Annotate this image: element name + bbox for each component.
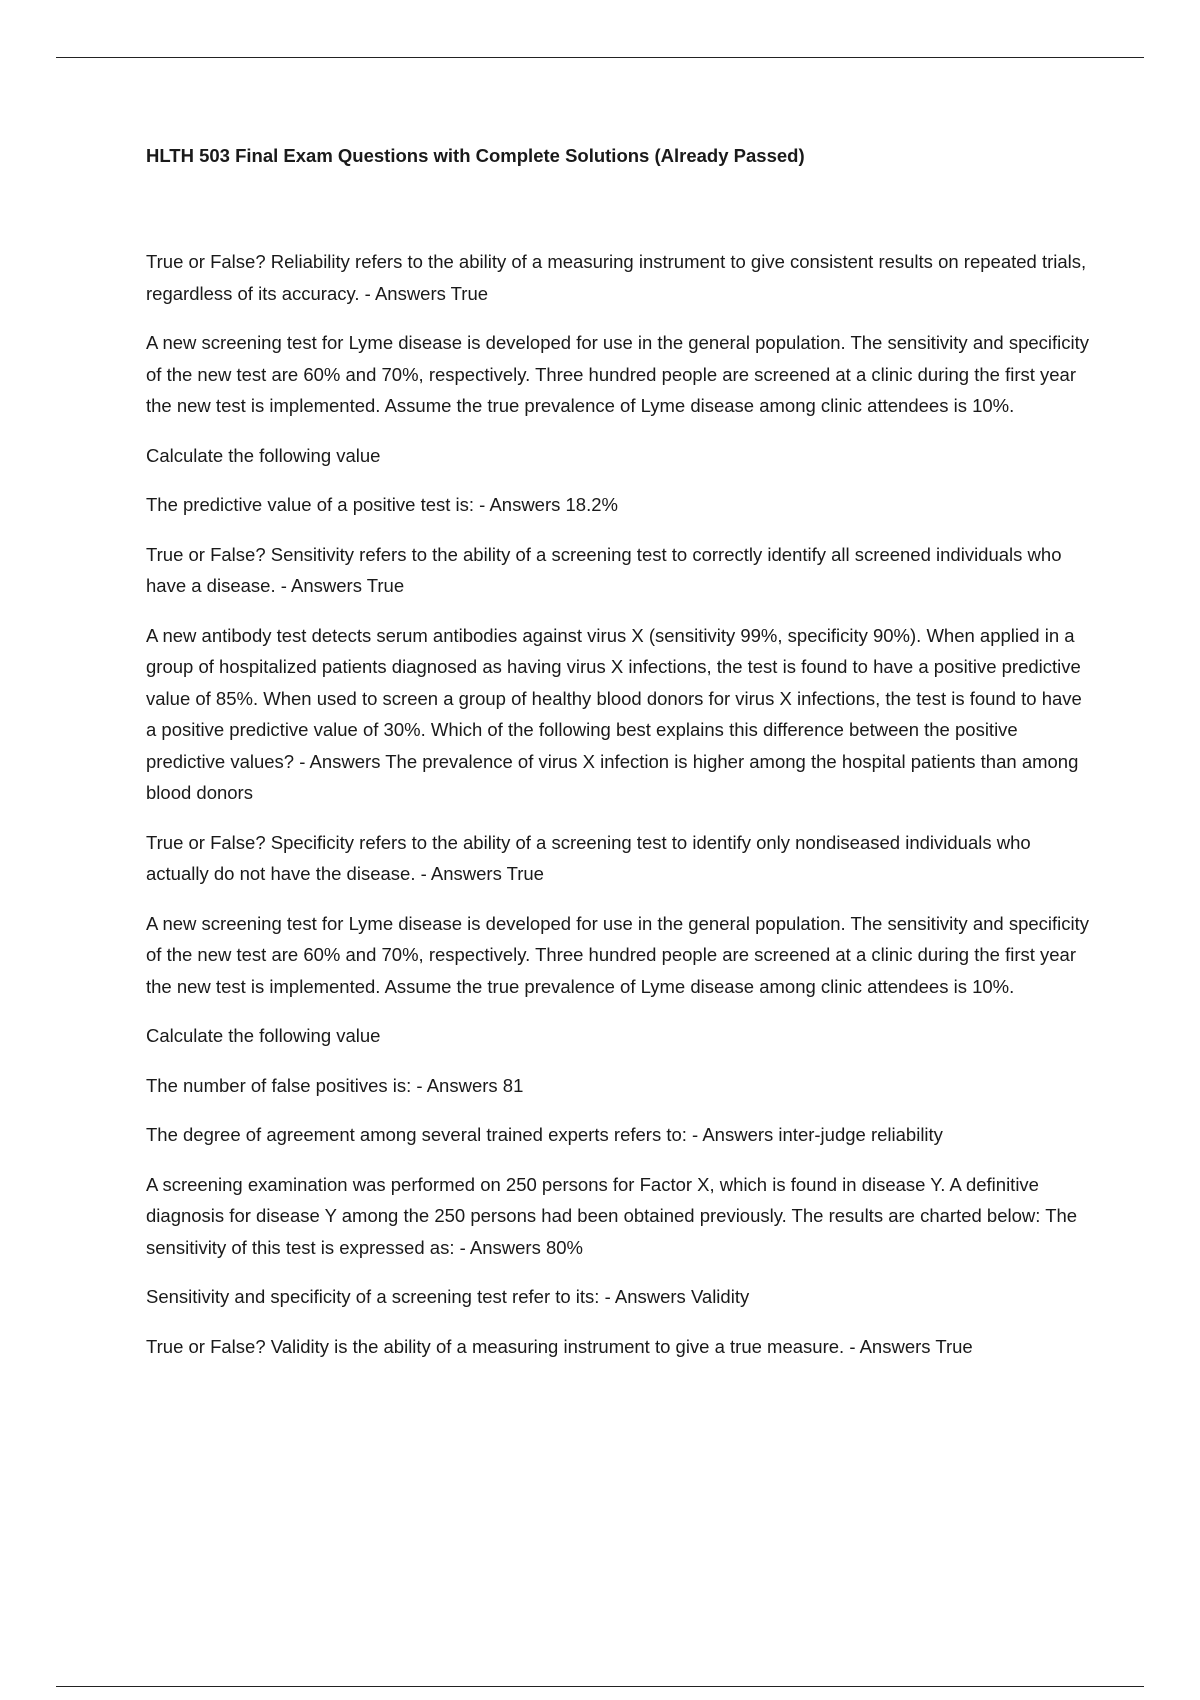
qa-paragraph: Calculate the following value <box>146 444 381 466</box>
qa-paragraph: The degree of agreement among several trained experts refers to: - Answers inter-judge reliability <box>146 1124 943 1145</box>
footer-rule <box>56 1686 1144 1687</box>
qa-paragraph: Sensitivity and specificity of a screening test refer to its: - Answers Validity <box>146 1286 750 1307</box>
qa-paragraph: True or False? Validity is the ability of a measuring instrument to give a true measure. - Answers True <box>146 1335 973 1357</box>
qa-paragraph: A new antibody test detects serum antibodies against virus X (sensitivity 99%, specificity 90%). When applied in a group of hospitalized patients diagnosed as having virus X infections, the test is found to have a positive predictive value of 85%. When used to screen a group of healthy blood donors for virus X infections, the test is found to have a positive predictive value of 30%. Which of the following best explains this difference between the positive predictive values? - Answers The prevalence of virus X infection is higher among the hospital patients than among blood donors <box>146 624 1082 803</box>
qa-paragraph: A screening examination was performed on 250 persons for Factor X, which is found in disease Y. A definitive diagnosis for disease Y among the 250 persons had been obtained previously. The results are charted below: The sensitivity of this test is expressed as: - Answers 80% <box>146 1173 1078 1258</box>
qa-list <box>146 246 1096 1380</box>
qa-paragraph: The number of false positives is: - Answers 81 <box>146 1074 524 1096</box>
qa-paragraph: True or False? Sensitivity refers to the ability of a screening test to correctly identify all screened individuals who have a disease. - Answers True <box>146 543 1062 596</box>
qa-paragraph: True or False? Specificity refers to the ability of a screening test to identify only nondiseased individuals who actually do not have the disease. - Answers True <box>146 831 1031 884</box>
header-rule <box>56 57 1144 58</box>
qa-paragraph: The predictive value of a positive test is: - Answers 18.2% <box>146 494 618 515</box>
qa-paragraph: A new screening test for Lyme disease is developed for use in the general population. The sensitivity and specificity of the new test are 60% and 70%, respectively. Three hundred people are screened at a clinic during the first year the new test is implemented. Assume the true prevalence of Lyme disease among clinic attendees is 10%. <box>146 912 1090 997</box>
qa-paragraph: A new screening test for Lyme disease is developed for use in the general population. The sensitivity and specificity of the new test are 60% and 70%, respectively. Three hundred people are screened at a clinic during the first year the new test is implemented. Assume the true prevalence of Lyme disease among clinic attendees is 10%. <box>146 332 1090 416</box>
document-title: HLTH 503 Final Exam Questions with Complete Solutions (Already Passed) <box>146 145 805 166</box>
qa-paragraph: Calculate the following value <box>146 1025 381 1046</box>
qa-paragraph: True or False? Reliability refers to the ability of a measuring instrument to give consistent results on repeated trials, regardless of its accuracy. - Answers True <box>146 251 1087 304</box>
